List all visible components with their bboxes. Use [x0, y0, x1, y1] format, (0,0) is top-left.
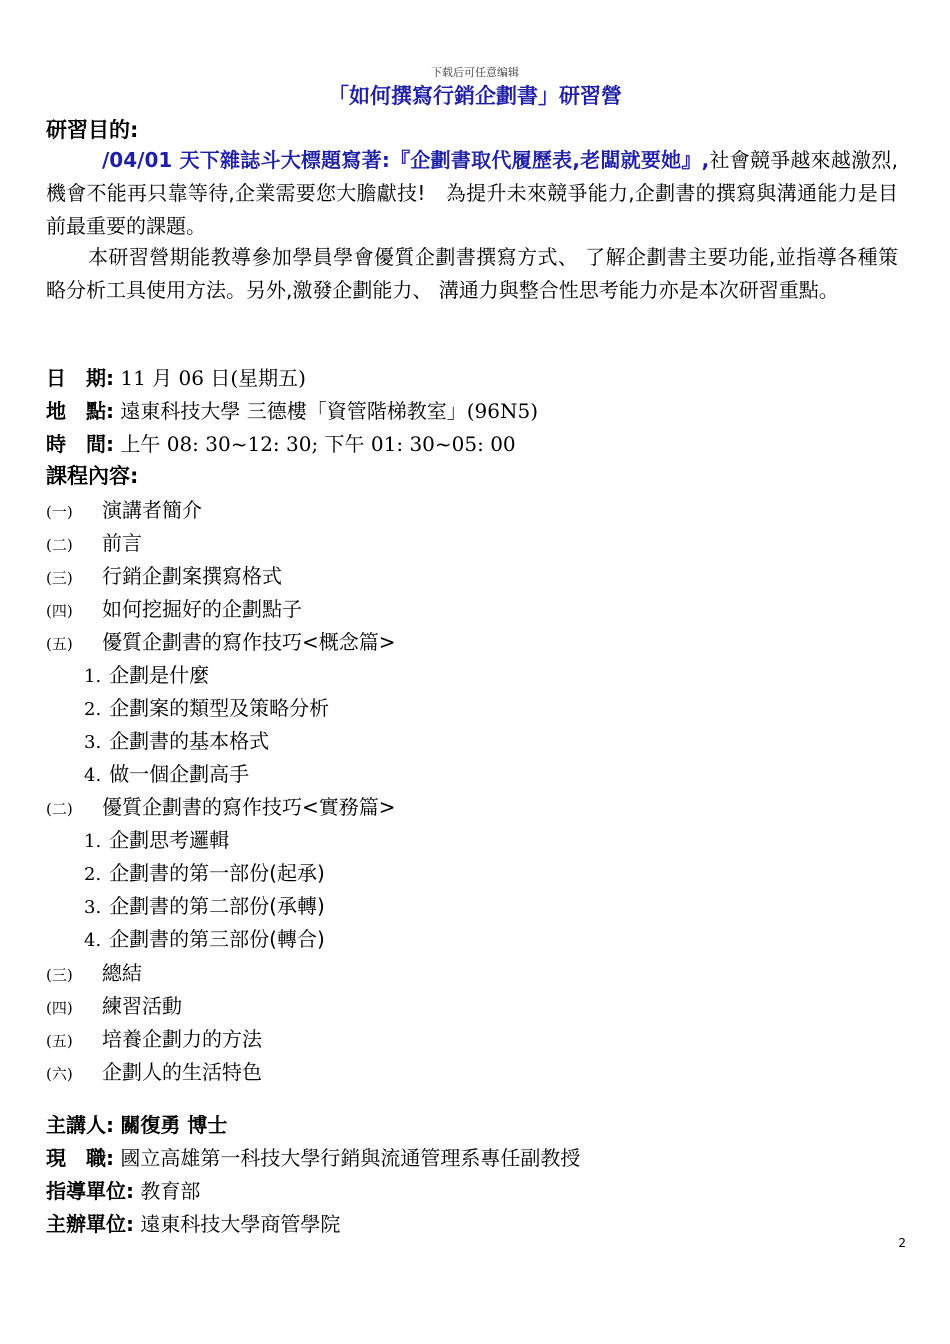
purpose-paragraph-2: 本研習營期能教導參加學員學會優質企劃書撰寫方式、 了解企劃書主要功能,並指導各種策略分析工具使用方法。另外,激發企劃能力、 溝通力與整合性思考能力亦是本次研習重點。 [46, 245, 898, 302]
list-item-label: 總結 [102, 961, 142, 985]
position-label: 現 職: [46, 1146, 114, 1170]
list-item-number: (三) [46, 569, 73, 587]
list-item [46, 527, 142, 556]
sub-list-item [84, 890, 325, 919]
speaker-label: 主講人: [46, 1113, 114, 1137]
host-row [46, 1208, 340, 1237]
place-row [46, 395, 538, 424]
list-item [46, 560, 282, 589]
course-heading: 課程內容: [46, 464, 139, 488]
sub-list-item [84, 725, 269, 754]
host-label: 主辦單位: [46, 1212, 134, 1236]
place-value: 遠東科技大學 三德樓「資管階梯教室」(96N5) [120, 399, 538, 423]
list-item [46, 990, 182, 1019]
sub-list-item [84, 758, 249, 787]
sub-list-item-number: 3. [84, 732, 102, 753]
list-item-label: 企劃人的生活特色 [102, 1060, 262, 1084]
list-item-number: (二) [46, 800, 73, 818]
purpose-heading: 研習目的: [46, 118, 139, 142]
sub-list-item [84, 692, 329, 721]
purpose-paragraph-1 [46, 144, 898, 243]
list-item-number: (六) [46, 1065, 73, 1083]
list-item [46, 957, 142, 986]
sub-list-item-label: 企劃是什麼 [109, 663, 210, 687]
list-item-label: 練習活動 [102, 994, 182, 1018]
date-row [46, 362, 306, 391]
date-label: 日 期: [46, 366, 114, 390]
list-item-number: (五) [46, 1032, 73, 1050]
sub-list-item-label: 做一個企劃高手 [109, 762, 250, 786]
host-value: 遠東科技大學商管學院 [140, 1212, 341, 1236]
list-item-label: 如何挖掘好的企劃點子 [102, 597, 302, 621]
watermark: 下载后可任意编辑 [431, 66, 519, 79]
page-title: 「如何撰寫行銷企劃書」研習營 [328, 84, 622, 108]
sub-list-item-label: 企劃案的類型及策略分析 [109, 696, 330, 720]
sub-list-item [84, 824, 229, 853]
guide-value: 教育部 [140, 1179, 201, 1203]
sub-list-item-number: 4. [84, 765, 102, 786]
position-value: 國立高雄第一科技大學行銷與流通管理系專任副教授 [120, 1146, 581, 1170]
page-number: 2 [898, 1236, 906, 1250]
guide-label: 指導單位: [46, 1179, 134, 1203]
sub-list-item-number: 1. [84, 831, 102, 852]
guide-row [46, 1175, 200, 1204]
sub-list-item-number: 2. [84, 864, 102, 885]
purpose-headline-quote: /04/01 天下雜誌斗大標題寫著:『企劃書取代履歷表,老闆就要她』, [102, 148, 710, 172]
list-item-label: 演講者簡介 [102, 498, 202, 522]
list-item [46, 626, 396, 655]
speaker-name: 關復勇 博士 [120, 1113, 228, 1137]
sub-list-item [84, 659, 209, 688]
sub-list-item-number: 2. [84, 699, 102, 720]
sub-list-item-label: 企劃書的基本格式 [109, 729, 270, 753]
list-item [46, 791, 396, 820]
list-item-label: 優質企劃書的寫作技巧<概念篇> [102, 630, 396, 654]
list-item-label: 培養企劃力的方法 [102, 1027, 262, 1051]
list-item [46, 1056, 262, 1085]
sub-list-item-number: 1. [84, 666, 102, 687]
list-item-number: (三) [46, 966, 73, 984]
time-label: 時 間: [46, 432, 114, 456]
list-item-number: (四) [46, 602, 73, 620]
list-item-number: (二) [46, 536, 73, 554]
list-item [46, 494, 202, 523]
position-row [46, 1142, 580, 1171]
sub-list-item [84, 923, 325, 952]
sub-list-item-label: 企劃書的第二部份(承轉) [109, 894, 325, 918]
list-item-label: 前言 [102, 531, 142, 555]
list-item-number: (五) [46, 635, 73, 653]
sub-list-item-label: 企劃書的第三部份(轉合) [109, 927, 325, 951]
list-item-number: (四) [46, 999, 73, 1017]
list-item-label: 行銷企劃案撰寫格式 [102, 564, 282, 588]
time-row [46, 428, 516, 457]
list-item [46, 593, 302, 622]
speaker-row [46, 1109, 227, 1138]
list-item-label: 優質企劃書的寫作技巧<實務篇> [102, 795, 396, 819]
sub-list-item [84, 857, 325, 886]
place-label: 地 點: [46, 399, 114, 423]
time-value: 上午 08: 30~12: 30; 下午 01: 30~05: 00 [120, 432, 516, 456]
list-item-number: (一) [46, 503, 73, 521]
list-item [46, 1023, 262, 1052]
sub-list-item-number: 3. [84, 897, 102, 918]
sub-list-item-label: 企劃思考邏輯 [109, 828, 230, 852]
purpose-paragraph-1-text: 社會競爭越來越激烈,機會不能再只靠等待,企業需要您大膽獻技! 為提升未來競爭能力,企劃書的撰寫與溝通能力是目前最重要的課題。 [46, 148, 898, 238]
sub-list-item-number: 4. [84, 930, 102, 951]
date-value: 11 月 06 日(星期五) [120, 366, 306, 390]
sub-list-item-label: 企劃書的第一部份(起承) [109, 861, 325, 885]
